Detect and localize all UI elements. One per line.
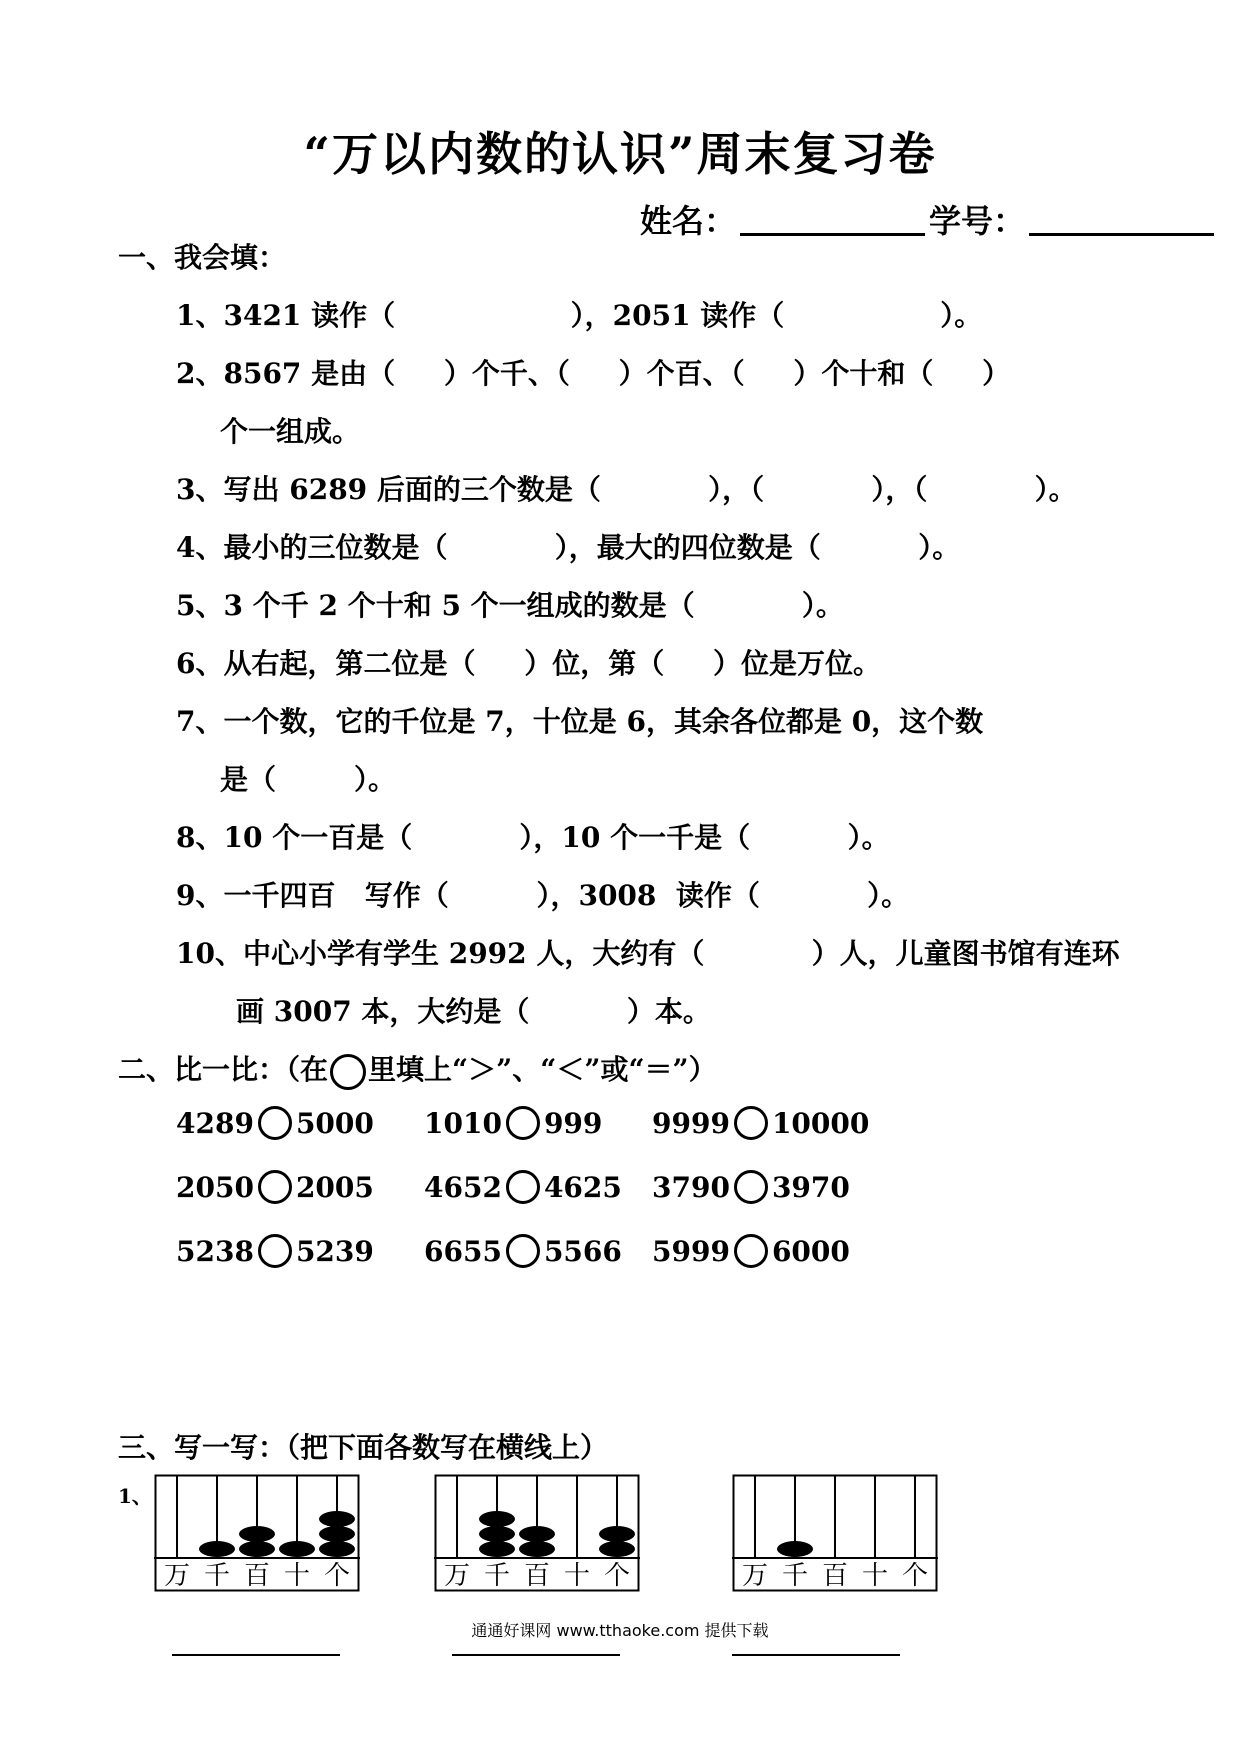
question-line: 10、中心小学有学生 2992 人，大约有（ ）人，儿童图书馆有连环 [176, 937, 1120, 970]
question-line: 个一组成。 [220, 415, 361, 448]
footer-credit: 通通好课网 www.tthaoke.com 提供下载 [471, 1621, 769, 1640]
page-title: “万以内数的认识”周末复习卷 [303, 127, 937, 181]
compare-circle[interactable] [258, 1170, 292, 1204]
abacus-1 [154, 1474, 360, 1592]
left-number: 4289 [176, 1106, 254, 1140]
answer-line[interactable] [732, 1654, 900, 1656]
compare-circle[interactable] [506, 1234, 540, 1268]
compare-circle[interactable] [734, 1170, 768, 1204]
abacus-bead [777, 1541, 813, 1557]
abacus-bead [519, 1541, 555, 1557]
item-number: 1、 [118, 1484, 152, 1508]
id-blank[interactable] [1029, 232, 1214, 236]
question-line: 4、最小的三位数是（ ），最大的四位数是（ ）。 [176, 531, 961, 564]
abacus-bead [479, 1511, 515, 1527]
right-number: 3970 [771, 1170, 850, 1204]
place-label: 个 [323, 1561, 351, 1591]
left-number: 5999 [652, 1234, 730, 1268]
place-label: 个 [603, 1561, 631, 1591]
abacus-bead [319, 1541, 355, 1557]
place-label: 十 [861, 1561, 889, 1591]
place-label: 百 [523, 1561, 551, 1591]
compare-circle[interactable] [506, 1106, 540, 1140]
compare-item [424, 1170, 622, 1204]
abacus-bead [199, 1541, 235, 1557]
compare-circle[interactable] [258, 1234, 292, 1268]
left-number: 1010 [424, 1106, 502, 1140]
compare-item [652, 1170, 850, 1204]
abacus-bead [599, 1541, 635, 1557]
abacus-2 [434, 1474, 640, 1592]
place-label: 千 [483, 1561, 511, 1591]
question-line: 画 3007 本，大约是（ ）本。 [236, 995, 711, 1028]
abacus-bead [519, 1526, 555, 1542]
name-blank[interactable] [740, 232, 925, 236]
right-number: 6000 [771, 1234, 850, 1268]
abacus-bead [319, 1511, 355, 1527]
left-number: 6655 [424, 1234, 502, 1268]
question-line: 6、从右起，第二位是（ ）位，第（ ）位是万位。 [176, 647, 881, 680]
compare-item [176, 1170, 374, 1204]
right-number: 10000 [771, 1106, 870, 1140]
question-line: 9、一千四百 写作（ ），3008 读作（ ）。 [176, 879, 910, 912]
section3-heading: 三、写一写：（把下面各数写在横线上） [118, 1431, 609, 1464]
question-line: 8、10 个一百是（ ），10 个一千是（ ）。 [176, 821, 890, 854]
place-label: 十 [563, 1561, 591, 1591]
place-label: 千 [203, 1561, 231, 1591]
id-label: 学号： [928, 202, 1025, 240]
left-number: 9999 [652, 1106, 730, 1140]
right-number: 2005 [295, 1170, 374, 1204]
left-number: 4652 [424, 1170, 502, 1204]
compare-item [176, 1234, 374, 1268]
place-label: 千 [781, 1561, 809, 1591]
compare-circle[interactable] [734, 1234, 768, 1268]
place-label: 十 [283, 1561, 311, 1591]
place-label: 万 [163, 1561, 191, 1591]
abacus-3 [732, 1474, 938, 1592]
abacus-bead [479, 1526, 515, 1542]
question-line: 3、写出 6289 后面的三个数是（ ），（ ），（ ）。 [176, 473, 1077, 506]
right-number: 999 [543, 1106, 603, 1140]
abacus-bead [239, 1526, 275, 1542]
section1-heading: 一、我会填： [118, 241, 287, 274]
left-number: 5238 [176, 1234, 254, 1268]
section2-heading: 二、比一比：（在 里填上“＞”、“＜”或“＝”） [118, 1048, 717, 1090]
name-label: 姓名： [639, 202, 736, 240]
compare-item [176, 1106, 374, 1140]
right-number: 5566 [543, 1234, 622, 1268]
abacus-bead [599, 1526, 635, 1542]
compare-circle[interactable] [506, 1170, 540, 1204]
question-line: 5、3 个千 2 个十和 5 个一组成的数是（ ）。 [176, 589, 844, 622]
right-number: 4625 [543, 1170, 622, 1204]
place-label: 万 [443, 1561, 471, 1591]
left-number: 3790 [652, 1170, 730, 1204]
abacus-bead [479, 1541, 515, 1557]
compare-item [424, 1234, 622, 1268]
left-number: 2050 [176, 1170, 254, 1204]
place-label: 百 [821, 1561, 849, 1591]
right-number: 5000 [295, 1106, 374, 1140]
place-label: 个 [901, 1561, 929, 1591]
compare-circle[interactable] [258, 1106, 292, 1140]
right-number: 5239 [295, 1234, 374, 1268]
compare-circle[interactable] [734, 1106, 768, 1140]
compare-item [652, 1106, 869, 1140]
place-label: 万 [741, 1561, 769, 1591]
question-line: 1、3421 读作（ ），2051 读作（ ）。 [176, 299, 983, 332]
question-line: 是（ ）。 [220, 763, 396, 796]
abacus-bead [239, 1541, 275, 1557]
compare-item [424, 1106, 602, 1140]
question-line: 2、8567 是由（ ）个千、（ ）个百、（ ）个十和（ ） [176, 357, 1011, 390]
question-line: 7、一个数，它的千位是 7，十位是 6，其余各位都是 0，这个数 [176, 705, 984, 738]
abacus-bead [279, 1541, 315, 1557]
compare-item [652, 1234, 850, 1268]
place-label: 百 [243, 1561, 271, 1591]
answer-line[interactable] [172, 1654, 340, 1656]
circle-icon [330, 1054, 366, 1090]
abacus-bead [319, 1526, 355, 1542]
answer-line[interactable] [452, 1654, 620, 1656]
student-info [640, 196, 1218, 242]
